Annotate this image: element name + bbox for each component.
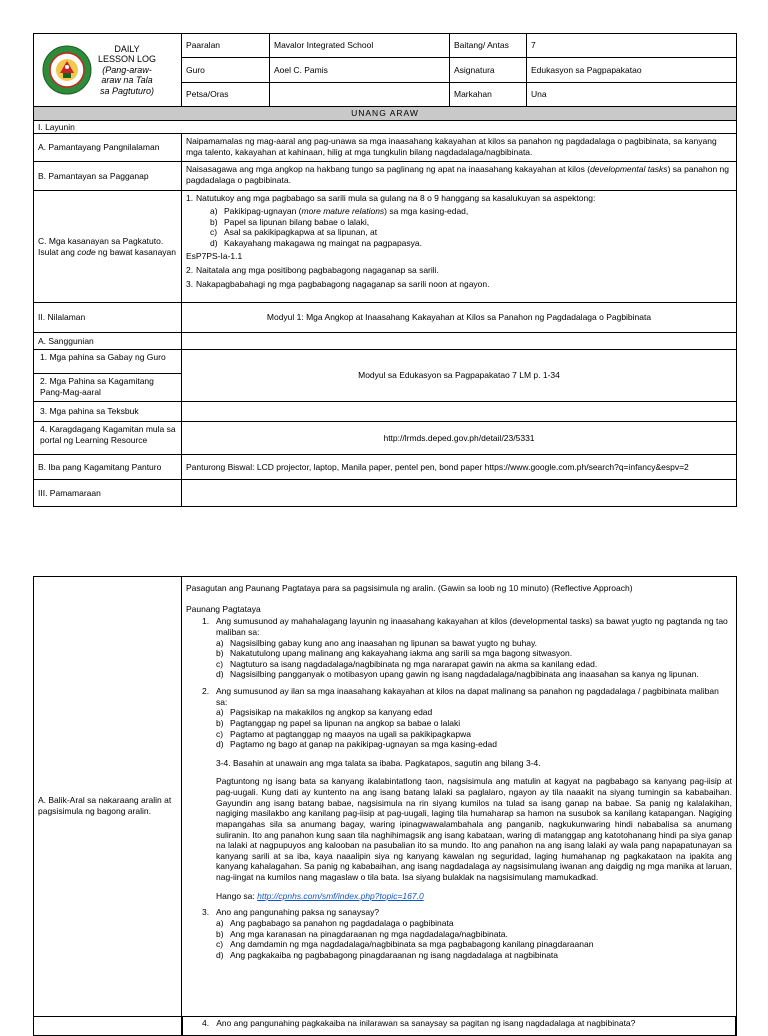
paunang-pagtataya-title: Paunang Pagtataya	[186, 603, 261, 614]
pamantayan-sa-pagganap-text: Naisasagawa ang mga angkop na hakbang tungo sa paglinang ng apat na inaasahang kakayahan at kilos (developmental tasks) sa panahon ng pagdadalaga o pagbibinata.	[182, 162, 737, 191]
header-logo-cell	[34, 34, 182, 107]
question-4-row	[33, 1016, 736, 1036]
label-paaralan: Paaralan	[182, 34, 270, 58]
label-asignatura: Asignatura	[450, 58, 527, 82]
pamamaraan-label: III. Pamamaraan	[34, 480, 182, 507]
question-3: 3. Ano ang pangunahing paksa ng sanaysay? a) Ang pagbabago sa panahon ng pagdadalaga o pagbibinata b) Ang mga karanasan na pinagdaraanan ng mga nagdadalaga/nagbibinata. c) Ang damdamin ng mga nagdadalaga/nagbibinata sa mga pagbabagong kanilang pinagdaraanan d) Ang pagkakaiba ng pagbabagong pinagdaraanan ng isang nagdadalaga at nagbibinata	[202, 907, 594, 960]
balik-aral-label: A. Balik-Aral sa nakaraang aralin at pagsisimula ng bagong aralin.	[34, 577, 182, 1036]
source-link[interactable]: http://cpnhs.com/smf/index.php?topic=167.0	[257, 890, 424, 901]
passage-source: Hango sa: http://cpnhs.com/smf/index.php?topic=167.0	[216, 890, 424, 901]
kagamitang-mag-aaral-label: 2. Mga Pahina sa Kagamitang Pang-Mag-aaral	[34, 374, 182, 402]
teksbuk-value	[182, 402, 737, 422]
competency-code: EsP7PS-Ia-1.1	[186, 251, 243, 262]
teksbuk-label: 3. Mga pahina sa Teksbuk	[34, 402, 182, 422]
nilalaman-text: Modyul 1: Mga Angkop at Inaasahang Kakayahan at Kilos sa Panahon ng Pagdadalaga o Pagbibinata	[182, 303, 737, 333]
school-seal-icon	[42, 45, 92, 95]
value-asignatura: Edukasyon sa Pagpapakatao	[527, 58, 737, 82]
learning-resource-label: 4. Karagdagang Kagamitan mula sa portal ng Learning Resource	[34, 422, 182, 455]
section-layunin: I. Layunin	[34, 120, 737, 134]
label-markahan: Markahan	[450, 82, 527, 106]
value-markahan: Una	[527, 82, 737, 106]
question-2: 2. Ang sumusunod ay ilan sa mga inaasahang kakayahan at kilos na dapat malinang sa panahon ng pagdadalaga / pagbibinata maliban sa: a) Pagsisikap na makakilos ng angkop sa kanyang edad b) Pagtanggap ng papel sa lipunan na angkop sa babae o lalaki c) Pagtamo at pagtanggap ng maayos na ugali sa pakikipagkapwa d) Pagtamo ng bago at ganap na pakikipag-ugnayan sa mga kasing-edad 3-4. Basahin at unawain ang mga talata sa ibaba. Pagkatapos, sagutin ang bilang 3-4. Pagtuntong ng isang bata sa kanyang ikalabintatlong taon, nagsisimula ang matulin at kagyat na pagbabago sa kanyang pag-iisip at pag-uugali. Kung dati ay kuntento na ang isang batang lalaki sa paglalaro, ngayon ay tila naaakit na siyang tumingin sa kababaihan. Gayundin ang isang batang babae, nagsisimula na rin siyang kumilos na tulad sa isang ganap na babae. Sa panig ng kalalakihan, nagiging masilakbo ang kanilang pag-iisip at pag-uugali, laging tila humaharap sa hamon na susubok sa kanilang katapangan. Nagiging mapangahas sila sa anumang bagay, waring ipinagwawalambahala ang panganib, nagkukunwaring hindi nababalisa sa anumang suliranin. Ito ang panahon kung saan tila naghihimagsik ang isang kabataan, waring di matanggap ang katotohanang hindi pa siya ganap na lalaki at nagpupuyos ang kalooban na pasubalian ito sa mundo. Ito ang panahon na ang isang lalaki ay wala pang napapatunayan sa kanyang sarili at sa iba, kaya naaalipin siya ng kanyang kawalan ng seguridad, laging humahanap ng pagkakataon na ipakita ang kanyang kahalagahan. Sa panig ng kababaihan, ang isang nagdadalaga ay nagsisimulang iwanan ang daigdig ng mga manika at laruan, nag-iingat na kumilos nang magaslaw o tila bata. Isa siyang bulaklak na nagsisimulang mamukadkad. Hango sa: http://cpnhs.com/smf/index.php?topic=167.0	[202, 686, 732, 901]
lesson-log-table-page1	[33, 33, 737, 507]
kasanayan-sublist: a) Pakikipag-ugnayan (more mature relations) sa mga kasing-edad, b) Papel sa lipunan bilang babae o lalaki, c) Asal sa pakikipagkapwa at sa lipunan, at d) Kakayahang makagawa ng maingat na pagpapasya.	[210, 205, 469, 248]
label-guro: Guro	[182, 58, 270, 82]
pamantayang-pangnilalaman-text: Naipamamalas ng mag-aaral ang pag-unawa sa mga inaasahang kakayahan at kilos sa panahon ng pagdadalaga o pagbibinata, sa kanyang mga talento, kakayahan at kahinaan, hilig at mga tungkulin bilang nagdadalaga/nagbibinata.	[182, 134, 737, 162]
modyul-reference: Modyul sa Edukasyon sa Pagpapakatao 7 LM p. 1-34	[182, 350, 737, 402]
sanggunian-value	[182, 333, 737, 350]
kasanayan-content: 1. Natutukoy ang mga pagbabago sa sarili mula sa gulang na 8 o 9 hanggang sa kasalukuyan sa aspektong: a) Pakikipag-ugnayan (more mature relations) sa mga kasing-edad, b) Papel sa lipunan bilang babae o lalaki, c) Asal sa pakikipagkapwa at sa lipunan, at d) Kakayahang makagawa ng maingat na pagpapasya. EsP7PS-Ia-1.1 2. Naitatala ang mga positibong pagbabagong nagaganap sa sarili. 3. Nakapagbabahagi ng mga pagbabagong nagaganap sa sarili noon at ngayon.	[182, 191, 737, 303]
value-paaralan: Mavalor Integrated School	[270, 34, 450, 58]
label-baitang: Baitang/ Antas	[450, 34, 527, 58]
learning-resource-url[interactable]: http://lrmds.deped.gov.ph/detail/23/5331	[182, 422, 737, 455]
kasanayan-label: C. Mga kasanayan sa Pagkatuto. Isulat ang code ng bawat kasanayan	[34, 191, 182, 303]
pre-assessment-questions	[186, 616, 732, 960]
question-1: 1. Ang sumusunod ay mahahalagang layunin ng inaasahang kakayahan at kilos (developmental tasks) sa bawat yugto ng pagtanda ng tao maliban sa: a) Nagsisilbing gabay kung ano ang inaasahan ng lipunan sa bawat yugto ng buhay. b) Nakatutulong upang malinang ang kakayahang iakma ang sarili sa mga bagong sitwasyon. c) Nagtuturo sa isang nagdadalaga/nagbibinata ng mga nararapat gawin na akma sa kanilang edad. d) Nagsisilbing pangganyak o motibasyon upang gawin ng isang nagdadalaga/nagbibinata ang inaasahan sa kanya ng lipunan.	[202, 616, 728, 680]
daily-lesson-log-title: DAILY LESSON LOG (Pang-araw- araw na Tala sa Pagtuturo)	[98, 44, 157, 96]
gabay-guro-label: 1. Mga pahina sa Gabay ng Guro	[34, 350, 182, 374]
reading-passage: Pagtuntong ng isang bata sa kanyang ikalabintatlong taon, nagsisimula ang matulin at kagyat na pagbabago sa kanyang pag-iisip at pag-uugali. Kung dati ay kuntento na ang isang batang lalaki sa paglalaro, ngayon ay tila naaakit na siyang tumingin sa kababaihan. Gayundin ang isang batang babae, nagsisimula na rin siyang kumilos na tulad sa isang ganap na babae. Sa panig ng kalalakihan, nagiging masilakbo ang kanilang pag-iisip at pag-uugali, laging tila humaharap sa hamon na susubok sa kanilang katapangan. Nagiging mapangahas sila sa anumang bagay, waring ipinagwawalambahala ang panganib, nagkukunwaring hindi nababalisa sa anumang suliranin. Ito ang panahon kung saan tila naghihimagsik ang isang kabataan, waring di matanggap ang katotohanang hindi pa siya ganap na lalaki at nagpupuyos ang kalooban na pasubalian ito sa mundo. Ito ang panahon na ang isang lalaki ay wala pang napapatunayan sa kanyang sarili at sa iba, kaya naaalipin siya ng kanyang kawalan ng seguridad, laging humahanap ng pagkakataon na ipakita ang kanyang kahalagahan. Sa panig ng kababaihan, ang isang nagdadalaga ay nagsisimulang iwanan ang daigdig ng mga manika at laruan, nag-iingat na kumilos nang magaslaw o tila bata. Isa siyang bulaklak na nagsisimulang mamukadkad.	[216, 776, 732, 882]
question-4: 4. Ano ang pangunahing pagkakaiba na inilarawan sa sanaysay sa pagitan ng isang nagdadalaga at nagbibinata?	[202, 1018, 636, 1028]
label-petsa: Petsa/Oras	[182, 82, 270, 106]
balik-aral-intro: Pasagutan ang Paunang Pagtataya para sa pagsisimula ng aralin. (Gawin sa loob ng 10 minuto) (Reflective Approach)	[186, 583, 633, 593]
q34-instructions: 3-4. Basahin at unawain ang mga talata sa ibaba. Pagkatapos, sagutin ang bilang 3-4.	[216, 757, 541, 768]
sanggunian-label: A. Sanggunian	[34, 333, 182, 350]
value-baitang: 7	[527, 34, 737, 58]
day-banner: UNANG ARAW	[34, 107, 737, 121]
nilalaman-label: II. Nilalaman	[34, 303, 182, 333]
pamantayang-pangnilalaman-label: A. Pamantayang Pangnilalaman	[34, 134, 182, 162]
pamantayan-sa-pagganap-label: B. Pamantayan sa Pagganap	[34, 162, 182, 191]
kagamitang-panturo-value: Panturong Biswal: LCD projector, laptop, Manila paper, pentel pen, bond paper https://www.google.com.ph/search?q=infancy&espv=2	[182, 455, 737, 480]
lesson-log-table-page2	[33, 576, 737, 1036]
kagamitang-panturo-label: B. Iba pang Kagamitang Panturo	[34, 455, 182, 480]
pamamaraan-value	[182, 480, 737, 507]
value-petsa	[270, 82, 450, 106]
balik-aral-content	[182, 577, 737, 1036]
value-guro: Aoel C. Pamis	[270, 58, 450, 82]
